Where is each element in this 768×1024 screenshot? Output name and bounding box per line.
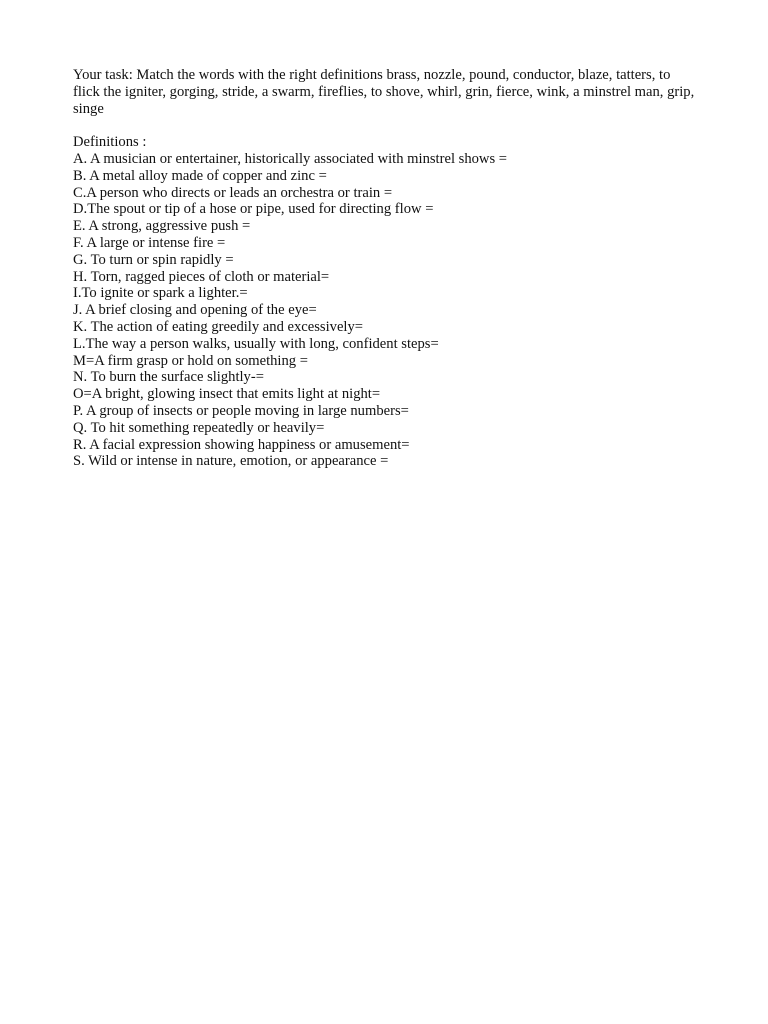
- definition-item: O=A bright, glowing insect that emits light at night=: [73, 386, 381, 403]
- definition-item: M=A firm grasp or hold on something =: [73, 352, 308, 369]
- definitions-heading: Definitions :: [73, 134, 147, 151]
- definition-item: E. A strong, aggressive push =: [73, 218, 251, 235]
- definition-item: H. Torn, ragged pieces of cloth or material=: [73, 268, 330, 285]
- definition-item: C.A person who directs or leads an orchestra or train =: [73, 184, 393, 201]
- definition-item: P. A group of insects or people moving in large numbers=: [73, 402, 409, 419]
- definition-item: G. To turn or spin rapidly =: [73, 251, 234, 268]
- definitions-list: [73, 151, 697, 470]
- definition-item: J. A brief closing and opening of the eye=: [73, 302, 317, 319]
- definition-item: K. The action of eating greedily and excessively=: [73, 318, 364, 335]
- document-content: [73, 67, 697, 470]
- definition-item: N. To burn the surface slightly-=: [73, 369, 264, 386]
- definition-item: B. A metal alloy made of copper and zinc =: [73, 167, 327, 184]
- definition-item: D.The spout or tip of a hose or pipe, used for directing flow =: [73, 201, 434, 218]
- definition-item: A. A musician or entertainer, historically associated with minstrel shows =: [73, 150, 508, 167]
- definition-item: S. Wild or intense in nature, emotion, or appearance =: [73, 453, 389, 470]
- definition-item: L.The way a person walks, usually with long, confident steps=: [73, 335, 439, 352]
- definition-item: F. A large or intense fire =: [73, 234, 226, 251]
- task-instructions: Your task: Match the words with the right definitions brass, nozzle, pound, conductor, blaze, tatters, to flick the igniter, gorging, stride, a swarm, fireflies, to shove, whirl, grin, fierce, wink, a minstrel man, grip, singe: [73, 67, 695, 117]
- definition-item: I.To ignite or spark a lighter.=: [73, 285, 248, 302]
- blank-line: [73, 117, 697, 134]
- definition-item: R. A facial expression showing happiness or amusement=: [73, 436, 410, 453]
- definition-item: Q. To hit something repeatedly or heavily=: [73, 419, 325, 436]
